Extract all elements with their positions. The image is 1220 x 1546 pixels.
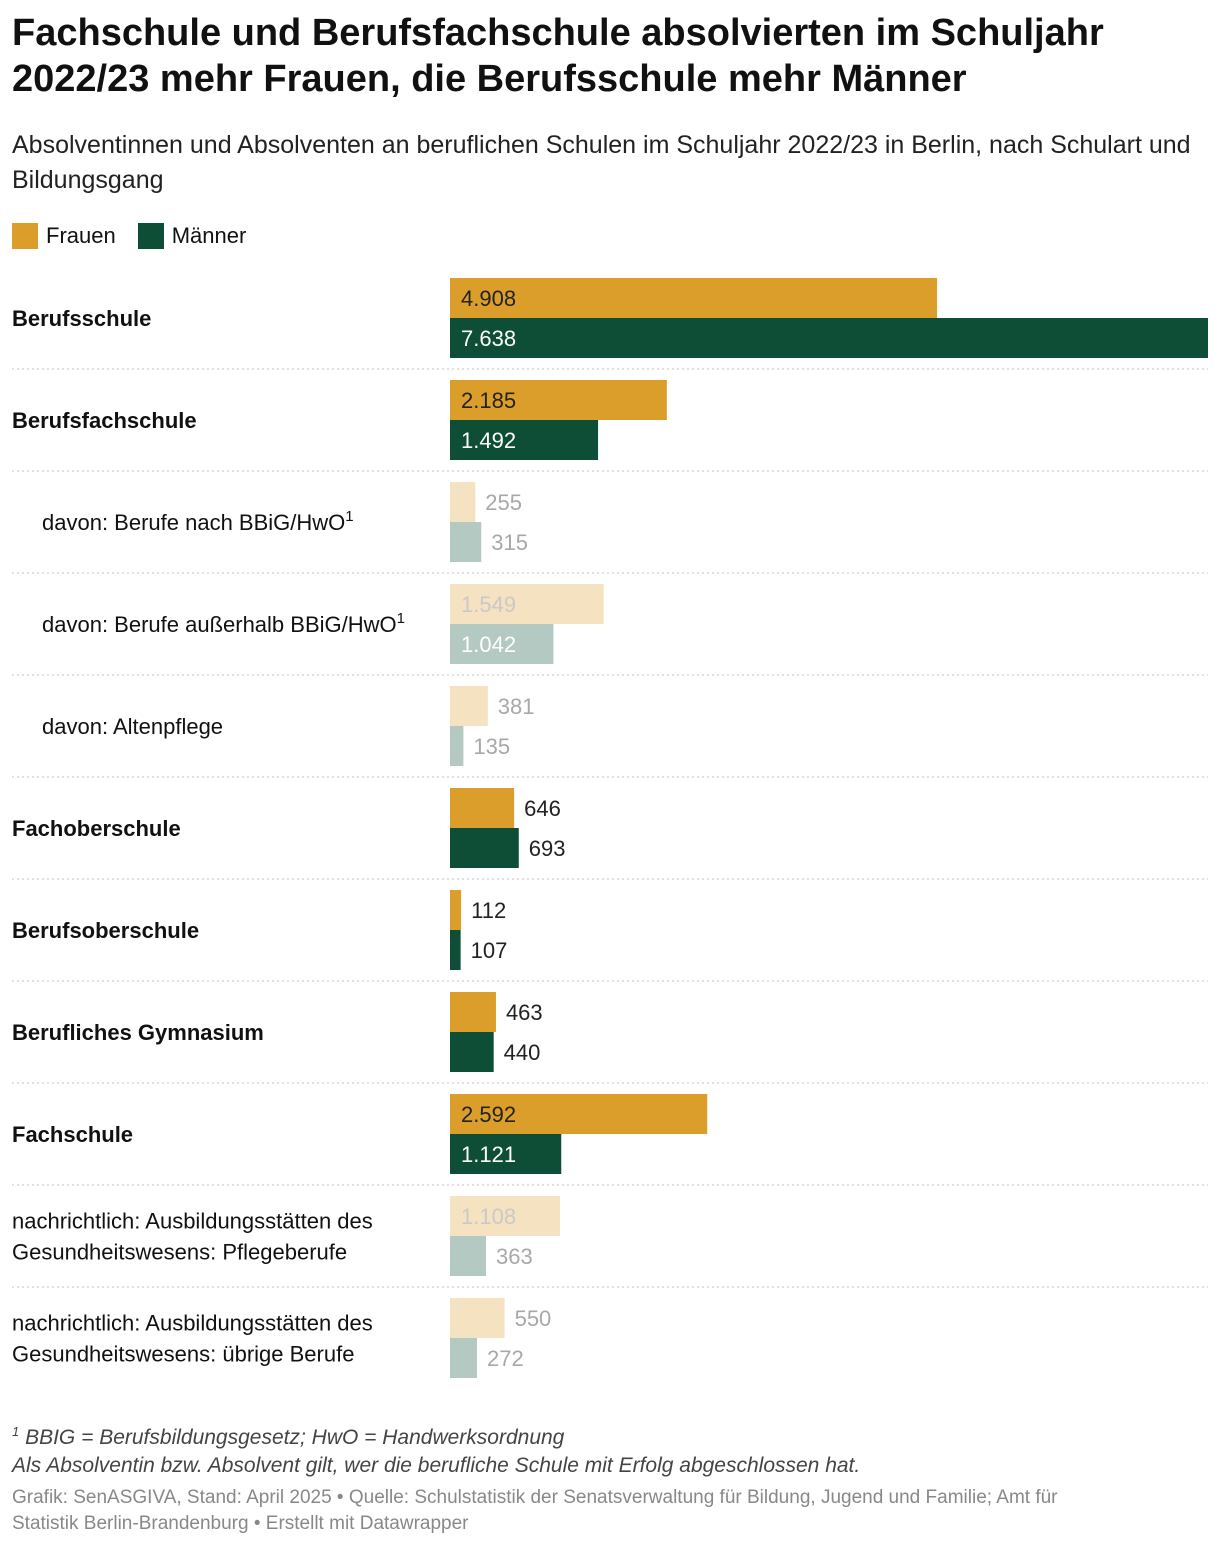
bar-frauen <box>450 278 937 318</box>
data-label-frauen: 646 <box>524 796 561 821</box>
category-label: davon: Berufe nach BBiG/HwO$^1$ <box>42 508 354 535</box>
legend-item-maenner <box>138 223 247 249</box>
data-label-frauen: 4.908 <box>461 286 517 311</box>
bar-frauen <box>450 992 496 1032</box>
category-label: Gesundheitswesens: übrige Berufe <box>12 1341 355 1367</box>
bar-frauen <box>450 482 475 522</box>
chart-title: Fachschule und Berufsfachschule absolvierten im Schuljahr 2022/23 mehr Frauen, die Berufsschule mehr Männer <box>12 12 1104 100</box>
data-label-maenner: 440 <box>503 1040 541 1065</box>
bar-frauen <box>450 686 488 726</box>
category-label: Gesundheitswesens: Pflegeberufe <box>12 1239 348 1265</box>
data-label-maenner: 1.042 <box>461 632 517 657</box>
bar-maenner <box>450 1032 494 1072</box>
legend <box>12 221 268 251</box>
bar-maenner <box>450 522 481 562</box>
legend-swatch-maenner <box>138 223 164 249</box>
data-label-maenner: 135 <box>473 734 511 759</box>
credits-line-1: Grafik: SenASGIVA, Stand: April 2025 • Quelle: Schulstatistik der Senatsverwaltung für Bildung, Jugend und Familie; Amt für <box>12 1487 1058 1508</box>
data-label-frauen: 463 <box>505 1000 543 1025</box>
data-label-frauen: 1.108 <box>461 1204 517 1229</box>
category-label: nachrichtlich: Ausbildungsstätten des <box>12 1310 373 1336</box>
category-label: Fachschule <box>12 1122 134 1147</box>
bar-maenner <box>450 1236 486 1276</box>
legend-swatch-frauen <box>12 223 38 249</box>
footnote-marker: 1 <box>12 1424 20 1439</box>
credits-line-2: Statistik Berlin-Brandenburg • Erstellt mit Datawrapper <box>12 1513 469 1534</box>
category-label: davon: Berufe außerhalb BBiG/HwO$^1$ <box>42 610 405 637</box>
footnote <box>12 1418 1208 1480</box>
data-label-frauen: 1.549 <box>461 592 517 617</box>
bar-frauen <box>450 1298 505 1338</box>
data-label-maenner: 107 <box>470 938 508 963</box>
data-label-maenner: 1.121 <box>461 1142 517 1167</box>
legend-label-frauen: Frauen <box>46 223 116 248</box>
bar-chart <box>0 270 1220 1390</box>
bar-maenner <box>450 726 463 766</box>
data-label-maenner: 272 <box>486 1346 524 1371</box>
data-label-maenner: 7.638 <box>461 326 517 351</box>
data-label-frauen: 2.185 <box>461 388 517 413</box>
data-label-frauen: 112 <box>471 898 507 923</box>
footnote-text-1: BBIG = Berufsbildungsgesetz; HwO = Handwerksordnung <box>25 1426 565 1449</box>
bar-maenner <box>450 930 461 970</box>
legend-item-frauen <box>12 223 116 249</box>
bar-maenner <box>450 1338 477 1378</box>
data-label-frauen: 381 <box>497 694 535 719</box>
bar-maenner <box>450 828 519 868</box>
bar-maenner <box>450 318 1208 358</box>
credits <box>12 1485 1208 1537</box>
data-label-maenner: 363 <box>496 1244 533 1269</box>
data-label-frauen: 2.592 <box>461 1102 517 1127</box>
category-label: Fachoberschule <box>12 816 181 841</box>
category-label: Berufsoberschule <box>12 918 200 943</box>
data-label-frauen: 550 <box>514 1306 552 1331</box>
data-label-frauen: 255 <box>485 490 523 515</box>
category-label: nachrichtlich: Ausbildungsstätten des <box>12 1208 373 1234</box>
chart-subtitle: Absolventinnen und Absolventen an beruflichen Schulen im Schuljahr 2022/23 in Berlin, nach Schulart und Bildungsgang <box>12 131 1191 194</box>
bar-frauen <box>450 788 514 828</box>
footnote-line-1 <box>12 1418 1208 1452</box>
data-label-maenner: 1.492 <box>461 428 517 453</box>
data-label-maenner: 315 <box>491 530 528 555</box>
footnote-line-2: Als Absolventin bzw. Absolvent gilt, wer die berufliche Schule mit Erfolg abgeschlossen hat. <box>12 1454 861 1477</box>
category-label: Berufsschule <box>12 306 152 331</box>
category-label: Berufliches Gymnasium <box>12 1020 264 1045</box>
bar-frauen <box>450 890 461 930</box>
category-label: Berufsfachschule <box>12 408 197 433</box>
legend-label-maenner: Männer <box>171 223 247 248</box>
data-label-maenner: 693 <box>528 836 566 861</box>
category-label: davon: Altenpflege <box>42 714 224 739</box>
